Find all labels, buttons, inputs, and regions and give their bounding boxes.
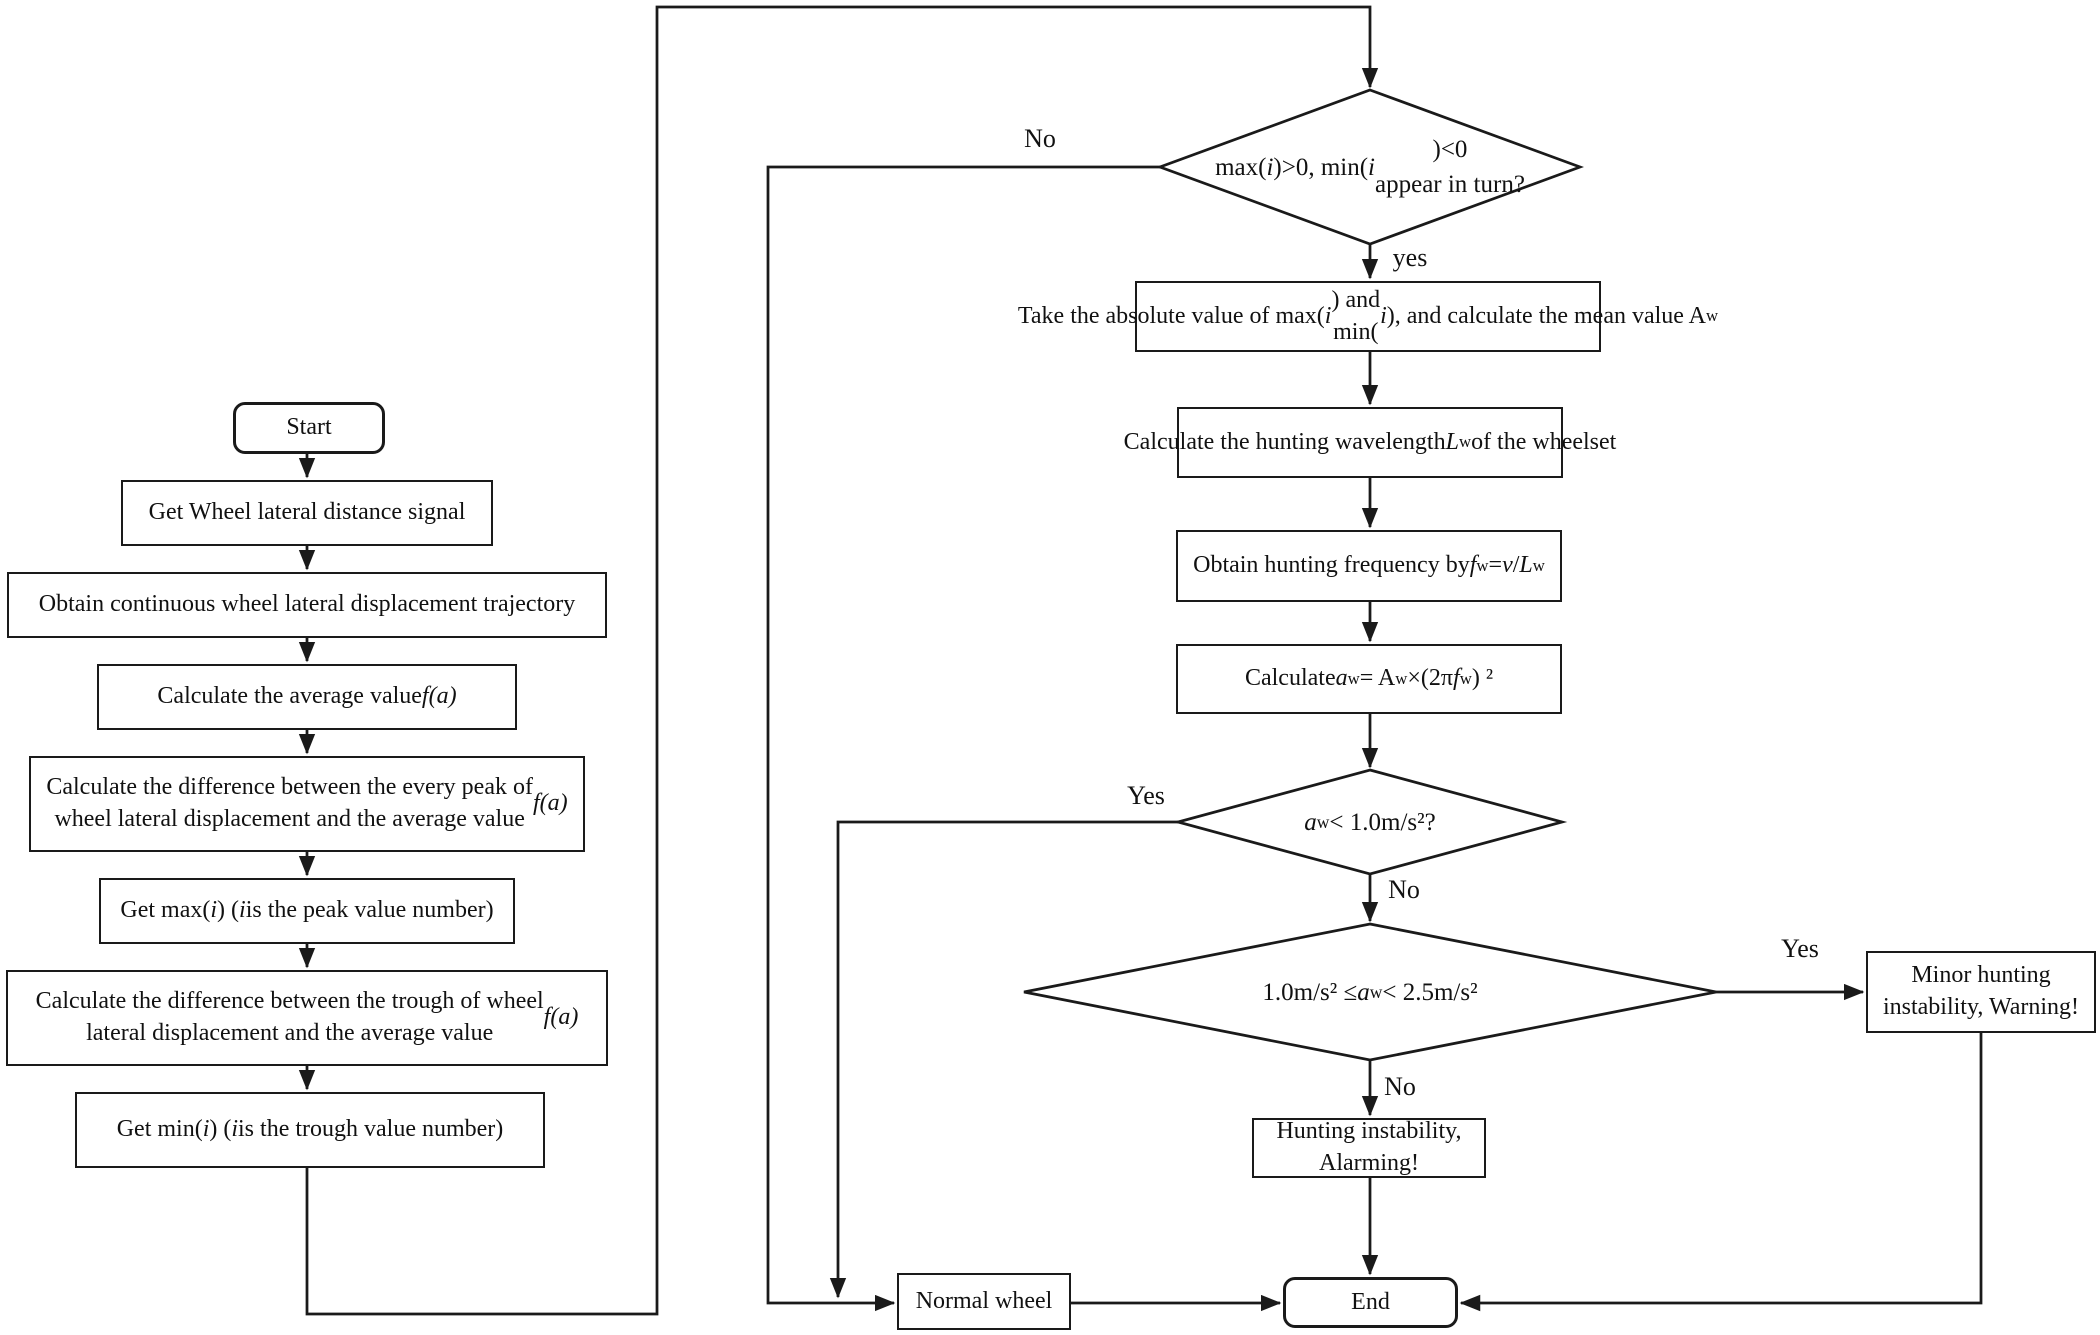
node-obtain-frequency: Obtain hunting frequency by f w = v / L w xyxy=(1176,530,1562,602)
node-get-min: Get min( i ) ( i is the trough value number) xyxy=(75,1092,545,1168)
node-normal-wheel: Normal wheel xyxy=(897,1273,1071,1330)
edge-d2-yes-join xyxy=(838,822,1178,1297)
edge-d1-normal-no xyxy=(768,167,1160,1303)
node-calc-wavelength: Calculate the hunting wavelength L w of the wheelset xyxy=(1177,407,1563,478)
node-start: Start xyxy=(233,402,385,454)
node-obtain-trajectory: Obtain continuous wheel lateral displacement trajectory xyxy=(7,572,607,638)
decision-aw-mid-text: 1.0m/s² ≤ a w < 2.5m/s² xyxy=(1262,978,1478,1006)
decision-aw-low-text: a w < 1.0m/s²? xyxy=(1304,808,1436,836)
node-get-signal: Get Wheel lateral distance signal xyxy=(121,480,493,546)
node-calc-peak-diff: Calculate the difference between the every peak of wheel lateral displacement and the average value f(a) xyxy=(29,756,585,852)
node-alarm-instability: Hunting instability, Alarming! xyxy=(1252,1118,1486,1178)
node-calc-average: Calculate the average value f(a) xyxy=(97,664,517,730)
edge-label-d3-yes: Yes xyxy=(1781,934,1819,963)
node-minor-instability: Minor hunting instability, Warning! xyxy=(1866,951,2096,1033)
edge-label-d2-no: No xyxy=(1388,875,1420,904)
node-get-max: Get max( i ) ( i is the peak value number) xyxy=(99,878,515,944)
edge-label-d1-no: No xyxy=(1024,124,1056,153)
node-calc-aw: Calculate a w = A w ×(2π f w ) ² xyxy=(1176,644,1562,714)
edge-label-d3-no: No xyxy=(1384,1072,1416,1101)
edge-label-d2-yes: Yes xyxy=(1127,781,1165,810)
edge-minor-end-loop xyxy=(1461,1033,1981,1303)
node-end: End xyxy=(1283,1277,1458,1328)
edge-label-d1-yes: yes xyxy=(1392,243,1428,272)
decision-max-min-text: max( i )>0, min( i )<0 appear in turn? xyxy=(1215,136,1525,198)
node-take-absolute: Take the absolute value of max( i ) and min( i ), and calculate the mean value A w xyxy=(1135,281,1601,352)
node-calc-trough-diff: Calculate the difference between the trough of wheel lateral displacement and the average value f(a) xyxy=(6,970,608,1066)
